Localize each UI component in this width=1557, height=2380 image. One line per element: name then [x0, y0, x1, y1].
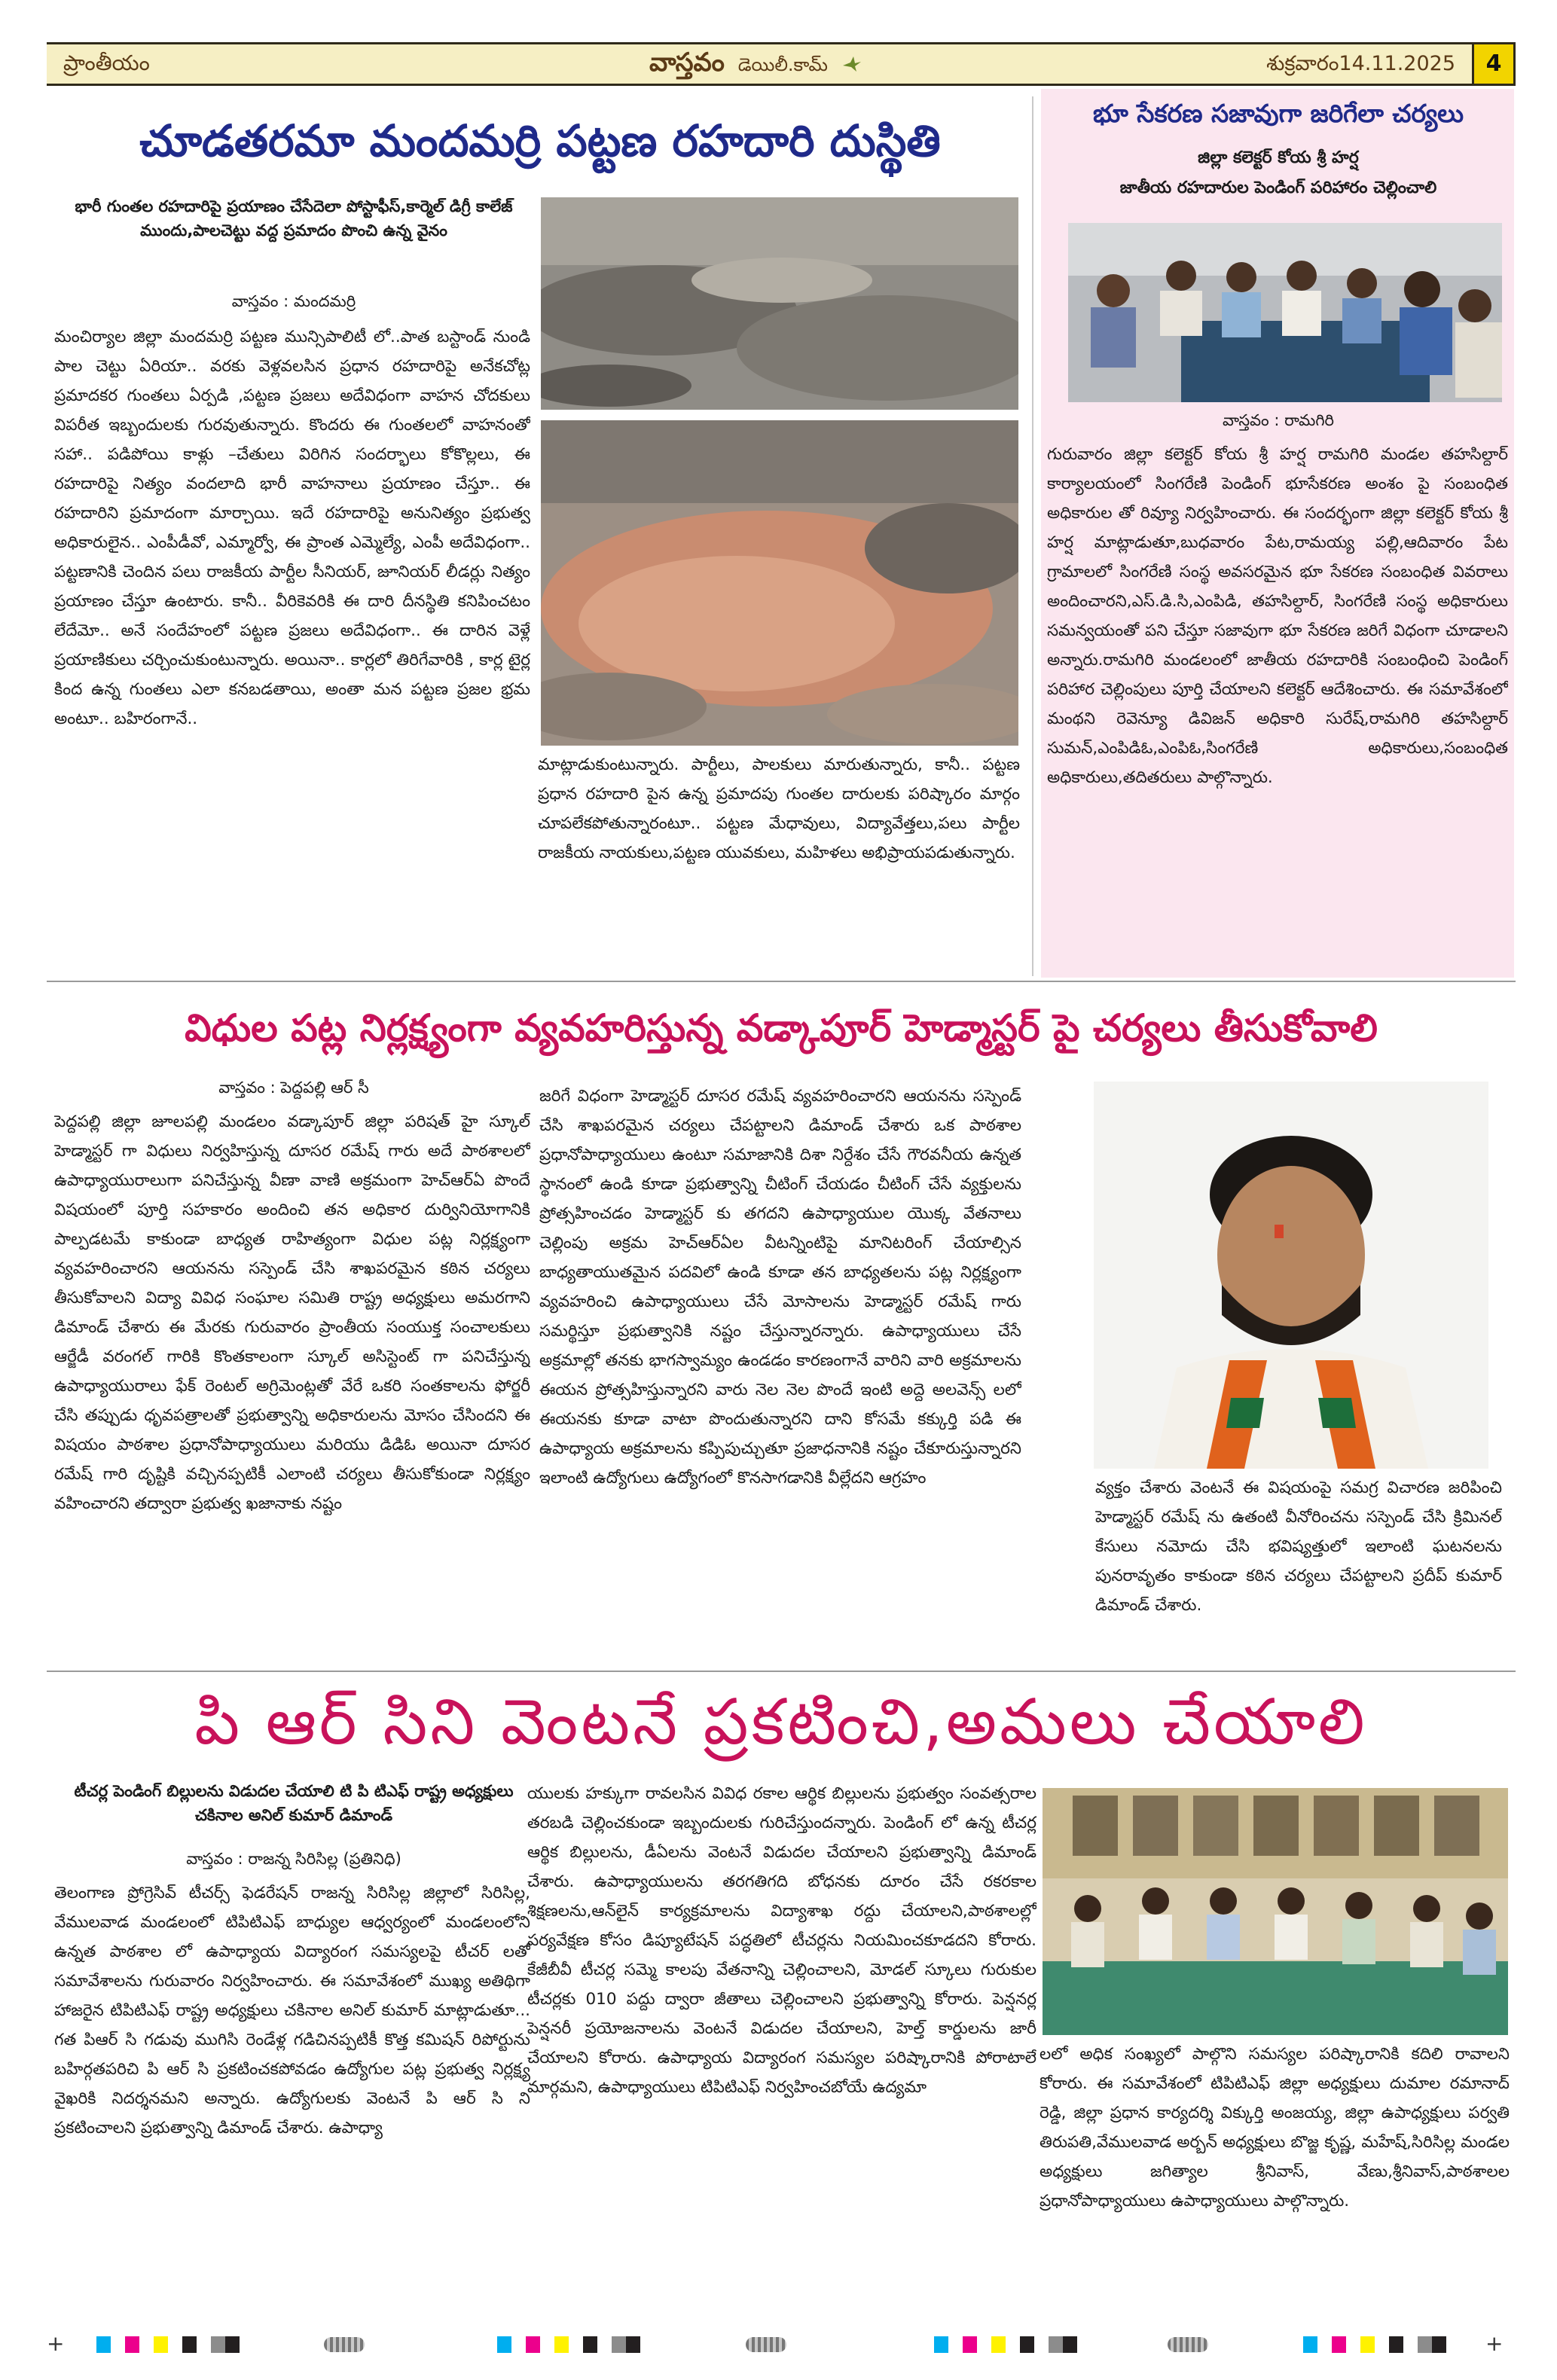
section-label: ప్రాంతీయం [63, 50, 150, 75]
registration-cross-icon: + [1485, 2331, 1504, 2356]
color-bar-icon [497, 2336, 640, 2353]
teachers-meeting-photo [1043, 1788, 1508, 2035]
newspaper-brand [649, 47, 862, 84]
article3-column3: వ్యక్తం చేశారు వెంటనే ఈ విషయంపై సమగ్ర విచారణ జరిపించి హెడ్మాస్టర్ రమేష్ ను ఉతంటి వీనోరించను సస్పెండ్ చేసి క్రిమినల్ కేసులు నమోదు చేసి భవిష్యత్తులో ఇలాంటి ఘటనలను పునరావృతం కాకుండా కఠిన చర్యలు చేపట్టాలని ప్రదీప్ కుమార్ డిమాండ్ చేశారు. [1095, 1478, 1502, 1615]
article1-column1: మంచిర్యాల జిల్లా మందమర్రి పట్టణ మున్సిపాలిటీ లో..పాత బస్టాండ్ నుండి పాల చెట్టు ఏరియా.. వరకు వెళ్లవలసిన ప్రధాన రహదారిపై అనేకచోట్ల ప్రమాదకర గుంతలు ఏర్పడి ,పట్టణ ప్రజలు అదేవిధంగా వాహన చోదకులు విపరీత ఇబ్బందులకు గురవుతున్నారు. కొందరు ఈ గుంతలలో వాహనంతో సహా.. పడిపోయి కాళ్లు –చేతులు విరిగిన సందర్భాలు కోకొల్లలు, ఈ రహదారిపై నిత్యం వందలాది భారీ వాహనాలు ప్రయాణం చేస్తూ.. ఈ రహదారిని ప్రమాదంగా మార్చాయి. ఇదే రహదారిపై అనునిత్యం ప్రభుత్వ అధికారులైన.. ఎంపీడీవో, ఎమ్మార్వో, ఈ ప్రాంత ఎమ్మెల్యే, ఎంపీ అదేవిధంగా.. పట్టణానికి చెందిన పలు రాజకీయ పార్టీల సీనియర్, జూనియర్ లీడర్లు నిత్యం ప్రయాణం చేస్తూ ఉంటారు. కానీ.. వీరికెవరికి ఈ దారి దీనస్థితి కనిపించటం లేదేమో.. అనే సందేహంలో పట్టణ ప్రజలు అదేవిధంగా.. ఈ దారిన వెళ్లే ప్రయాణికులు చర్చించుకుంటున్నారు. అయినా.. కార్లలో తిరిగేవారికి , కార్ల టైర్ల కింద ఉన్న గుంతలు ఎలా కనబడతాయి, అంతా మన పట్టణ ప్రజల భ్రమ అంటూ.. బహిరంగానే.. [54, 328, 530, 728]
article1-column2: మాట్లాడుకుంటున్నారు. పార్టీలు, పాలకులు మారుతున్నారు, కానీ.. పట్టణ ప్రధాన రహదారి పైన ఉన్న ప్రమాదపు గుంతల దారులకు పరిష్కారం మార్గం చూపలేకపోతున్నారంటూ.. పట్టణ మేధావులు, విద్యావేత్తలు,పలు పార్టీల రాజకీయ నాయకులు,పట్టణ యువకులు, మహిళలు అభిప్రాయపడుతున్నారు. [538, 755, 1020, 862]
brand-web: డెయిలీ.కామ్ [737, 54, 828, 75]
article1-byline: వాస్తవం : మందమర్రి [231, 292, 356, 310]
article2-deck [1049, 143, 1508, 203]
color-bar-icon [96, 2336, 240, 2353]
page-number: 4 [1472, 42, 1516, 86]
article4-column3: లలో అధిక సంఖ్యలో పాల్గొని సమస్యల పరిష్కారానికి కదిలి రావాలని కోరారు. ఈ సమావేశంలో టిపిటిఎఫ్ జిల్లా అధ్యక్షులు దుమాల రమానాద్ రెడ్డి, జిల్లా ప్రధాన కార్యదర్శి విక్కుర్తి అంజయ్య, జిల్లా ఉపాధ్యక్షులు పర్వతి తిరుపతి,వేములవాడ అర్బన్ అధ్యక్షులు బొజ్జ కృష్ణ, మహేష్,సిరిసిల్ల మండల అధ్యక్షులు జగిత్యాల శ్రీనివాస్, వేణు,శ్రీనివాస్,పాఠశాలల ప్రధానోపాధ్యాయులు ఉపాధ్యాయులు పాల్గొన్నారు. [1040, 2045, 1510, 2211]
article2-deck-line1: జిల్లా కలెక్టర్ కోయ శ్రీ హర్ష [1198, 148, 1359, 167]
registration-oval-icon [746, 2337, 786, 2352]
article1-deck: భారీ గుంతల రహదారిపై ప్రయాణం చేసేదెలా పోస్టాఫీస్,కార్మెల్ డిగ్రీ కాలేజ్ ముందు,పాలచెట్టు వద్ద ప్రమాదం పొంచి ఉన్న వైనం [75, 197, 513, 240]
article3-column2: జరిగే విధంగా హెడ్మాస్టర్ దూసర రమేష్ వ్యవహరించారని ఆయనను సస్పెండ్ చేసి శాఖపరమైన చర్యలు చేపట్టాలని డిమాండ్ చేశారు ఒక పాఠశాల ప్రధానోపాధ్యాయులు ఉంటూ సమాజానికి దిశా నిర్దేశం చేసే గౌరవనీయ ఉన్నత స్థానంలో ఉండి కూడా ప్రభుత్వాన్ని చీటింగ్ చేయడం చీటింగ్ చేసే వ్యక్తులను ప్రోత్సహించడం హెడ్మాస్టర్ కు తగదని ఉపాధ్యాయుల యొక్క వేతనాలు చెల్లింపు అక్రమ హెచ్ఆర్ఏల వీటన్నింటిపై మానిటరింగ్ చేయాల్సిన బాధ్యతాయుతమైన పదవిలో ఉండి కూడా తన బాధ్యతలను పట్ల నిర్లక్ష్యంగా వ్యవహరించి ఉపాధ్యాయులు చేసే మోసాలను హెడ్మాస్టర్ రమేష్ గారు సమర్థిస్తూ ప్రభుత్వానికి నష్టం చేస్తున్నారన్నారు. ఉపాధ్యాయులు చేసే అక్రమాల్లో తనకు భాగస్వామ్యం ఉండడం కారణంగానే వారిని వారి అక్రమాలను ఈయన ప్రోత్సహిస్తున్నారని వారు నెల నెల పొందే ఇంటి అద్దె అలవెన్స్ లలో ఈయనకు కూడా వాటా పొందుతున్నారని దాని కోసమే కక్కుర్తి పడి ఈ ఉపాధ్యాయ అక్రమాలను కప్పిపుచ్చుతూ ప్రజాధనానికి నష్టం చేకూరుస్తున్నారని ఇలాంటి ఉద్యోగులు ఉద్యోగంలో కొనసాగడానికి వీల్లేదని ఆగ్రహం [539, 1087, 1021, 1488]
article4-headline: పి ఆర్ సిని వెంటనే ప్రకటించి,అమలు చేయాలి [194, 1685, 1368, 1759]
color-bar-icon [1303, 2336, 1446, 2353]
bird-icon [841, 55, 862, 73]
brand-name: వాస్తవం [649, 47, 725, 78]
section-divider [47, 1671, 1516, 1672]
article4-column1: తెలంగాణ ప్రోగ్రెసివ్ టీచర్స్ ఫెడరేషన్ రాజన్న సిరిసిల్ల జిల్లాలో సిరిసిల్ల, వేములవాడ మండలంలో టిపిటిఎఫ్ బాధ్యుల ఆధ్వర్యంలో మండలంలోని ఉన్నత పాఠశాల లో ఉపాధ్యాయ విద్యారంగ సమస్యలపై టీచర్ లతో సమావేశాలను గురువారం నిర్వహించారు. ఈ సమావేశంలో ముఖ్య అతిథిగా హాజరైన టిపిటిఎఫ్ రాష్ట్ర అధ్యక్షులు చకినాల అనిల్ కుమార్ మాట్లాడుతూ... గత పిఆర్ సి గడువు ముగిసి రెండేళ్ల గడిచినప్పటికీ కొత్త కమిషన్ రిపోర్టును బహిర్గతపరిచి పి ఆర్ సి ప్రకటించకపోవడం ఉద్యోగుల పట్ల ప్రభుత్వ నిర్లక్ష్య వైఖరికి నిదర్శనమని అన్నారు. ఉద్యోగులకు వెంటనే పి ఆర్ సి ని ప్రకటించాలని ప్రభుత్వాన్ని డిమాండ్ చేశారు. ఉపాధ్యా [54, 1884, 530, 2137]
road-pothole-photo-2 [541, 420, 1018, 746]
article1-headline: చూడతరమా మందమర్రి పట్టణ రహదారి దుస్థితి [139, 115, 941, 166]
issue-date: శుక్రవారం14.11.2025 [1266, 52, 1455, 75]
registration-cross-icon: + [47, 2331, 65, 2356]
article3-byline: వాస్తవం : పెద్దపల్లి ఆర్ సీ [218, 1079, 369, 1097]
article2-byline: వాస్తవం : రామగిరి [1222, 411, 1335, 429]
article4-column2: యులకు హక్కుగా రావలసిన వివిధ రకాల ఆర్థిక బిల్లులను ప్రభుత్వం సంవత్సరాల తరబడి చెల్లించకుండా ఇబ్బందులకు గురిచేస్తుందన్నారు. పెండింగ్ లో ఉన్న టీచర్ల ఆర్థిక బిల్లులను, డీఏలను వెంటనే విడుదల చేయాలని ప్రభుత్వాన్ని డిమాండ్ చేశారు. ఉపాధ్యాయులను తరగతిగది బోధనకు దూరం చేసే రకరకాల శిక్షణలను,ఆన్‌లైన్ కార్యక్రమాలను విద్యాశాఖ రద్దు చేయాలని,పాఠశాలల్లో పర్యవేక్షణ కోసం డిప్యూటేషన్ పద్ధతిలో టీచర్లను నియమించకూడదని కోరారు. కేజీబీవీ టీచర్ల సమ్మె కాలపు వేతనాన్ని చెల్లించాలని, మోడల్ స్కూలు గురుకుల టీచర్లకు 010 పద్దు ద్వారా జీతాలు చెల్లించాలని ప్రభుత్వాన్ని కోరారు. పెన్షనర్ల పెన్షనరీ ప్రయోజనాలను వెంటనే విడుదల చేయాలని, హెల్త్ కార్డులను జారీ చేయాలని కోరారు. ఉపాధ్యాయ విద్యారంగ సమస్యల పరిష్కారానికి పోరాటాలే మార్గమని, ఉపాధ్యాయులు టిపిటిఎఫ్ నిర్వహించబోయే ఉద్యమా [527, 1784, 1036, 2097]
article2-deck-line2: జాతీయ రహదారుల పెండింగ్ పరిహారం చెల్లించాలి [1119, 178, 1437, 197]
article4-byline: వాస్తవం : రాజన్న సిరిసిల్ల (ప్రతినిధి) [186, 1850, 401, 1868]
collector-meeting-photo [1068, 223, 1502, 402]
article2-headline: భూ సేకరణ సజావుగా జరిగేలా చర్యలు [1092, 99, 1464, 128]
portrait-photo [1094, 1082, 1488, 1469]
registration-oval-icon [1168, 2337, 1208, 2352]
article2-body: గురువారం జిల్లా కలెక్టర్ కోయ శ్రీ హర్ష రామగిరి మండల తహసిల్దార్ కార్యాలయంలో సింగరేణి పెండింగ్ భూసేకరణ అంశం పై సంబంధిత అధికారుల తో రివ్యూ నిర్వహించారు. ఈ సందర్భంగా జిల్లా కలెక్టర్ కోయ శ్రీ హర్ష మాట్లాడుతూ,బుధవారం పేట,రామయ్య పల్లి,ఆదివారం పేట గ్రామాలలో సింగరేణి సంస్థ అవసరమైన భూ సేకరణ సంబంధిత వివరాలు అందించారని,ఎస్.డి.సి,ఎంపిడి, తహసిల్దార్, సింగరేణి సంస్థ అధికారులు సమన్వయంతో పని చేస్తూ సజావుగా భూ సేకరణ జరిగే విధంగా చూడాలని అన్నారు.రామగిరి మండలంలో జాతీయ రహదారికి సంబంధించి పెండింగ్ పరిహార చెల్లింపులు పూర్తి చేయాలని కలెక్టర్ ఆదేశించారు. ఈ సమావేశంలో మంథని రెవెన్యూ డివిజన్ అధికారి సురేష్,రామగిరి తహసిల్దార్ సుమన్,ఎంపిడిఓ,ఎంపిఓ,సింగరేణి అధికారులు,సంబంధిత అధికారులు,తదితరులు పాల్గొన్నారు. [1047, 445, 1508, 787]
column-divider [1032, 96, 1033, 976]
article3-column1: పెద్దపల్లి జిల్లా జూలపల్లి మండలం వడ్కాపూర్ జిల్లా పరిషత్ హై స్కూల్ హెడ్మాస్టర్ గా విధులు నిర్వహిస్తున్న దూసర రమేష్ గారు అదే పాఠశాలలో ఉపాధ్యాయురాలుగా పనిచేస్తున్న వీణా వాణి అక్రమంగా హెచ్ఆర్ఏ పొందే విషయంలో పూర్తి సహకారం అందించి తన అధికార దుర్వినియోగానికి పాల్పడటమే కాకుండా బాధ్యత రాహిత్యంగా విధుల పట్ల నిర్లక్ష్యంగా వ్యవహరించారని ఆయనను సస్పెండ్ చేసి శాఖపరమైన కఠిన చర్యలు తీసుకోవాలని విద్యా వివిధ సంఘాల సమితి రాష్ట్ర అధ్యక్షులు అమరగాని డిమాండ్ చేశారు ఈ మేరకు గురువారం ప్రాంతీయ సంయుక్త సంచాలకులు ఆర్జేడీ వరంగల్ గారికి కొంతకాలంగా స్కూల్ అసిస్టెంట్ గా పనిచేస్తున్న ఉపాధ్యాయురాలు ఫేక్ రెంటల్ అగ్రిమెంట్లతో వేరే ఒకరి సంతకాలను ఫోర్జరీ చేసి తప్పుడు ధృవపత్రాలతో ప్రభుత్వాన్ని అధికారులను మోసం చేసిందని ఈ విషయం పాఠశాల ప్రధానోపాధ్యాయులు మరియు డిడిఓ అయినా దూసర రమేష్ గారి దృష్టికి వచ్చినప్పటికీ ఎలాంటి చర్యలు తీసుకోకుండా నిర్లక్ష్యం వహించారని తద్వారా ప్రభుత్వ ఖజానాకు నష్టం [54, 1112, 530, 1513]
color-bar-icon [934, 2336, 1077, 2353]
article3-headline: విధుల పట్ల నిర్లక్ష్యంగా వ్యవహరిస్తున్న వడ్కాపూర్ హెడ్మాస్టర్ పై చర్యలు తీసుకోవాలి [185, 1006, 1378, 1050]
road-pothole-photo-1 [541, 197, 1018, 410]
section-divider [47, 981, 1516, 982]
registration-oval-icon [324, 2337, 365, 2352]
article4-deck: టీచర్ల పెండింగ్ బిల్లులను విడుదల చేయాలి టి పి టిఎఫ్ రాష్ట్ర అధ్యక్షులు చకినాల అనిల్ కుమార్ డిమాండ్ [74, 1782, 514, 1824]
masthead [47, 42, 1516, 86]
